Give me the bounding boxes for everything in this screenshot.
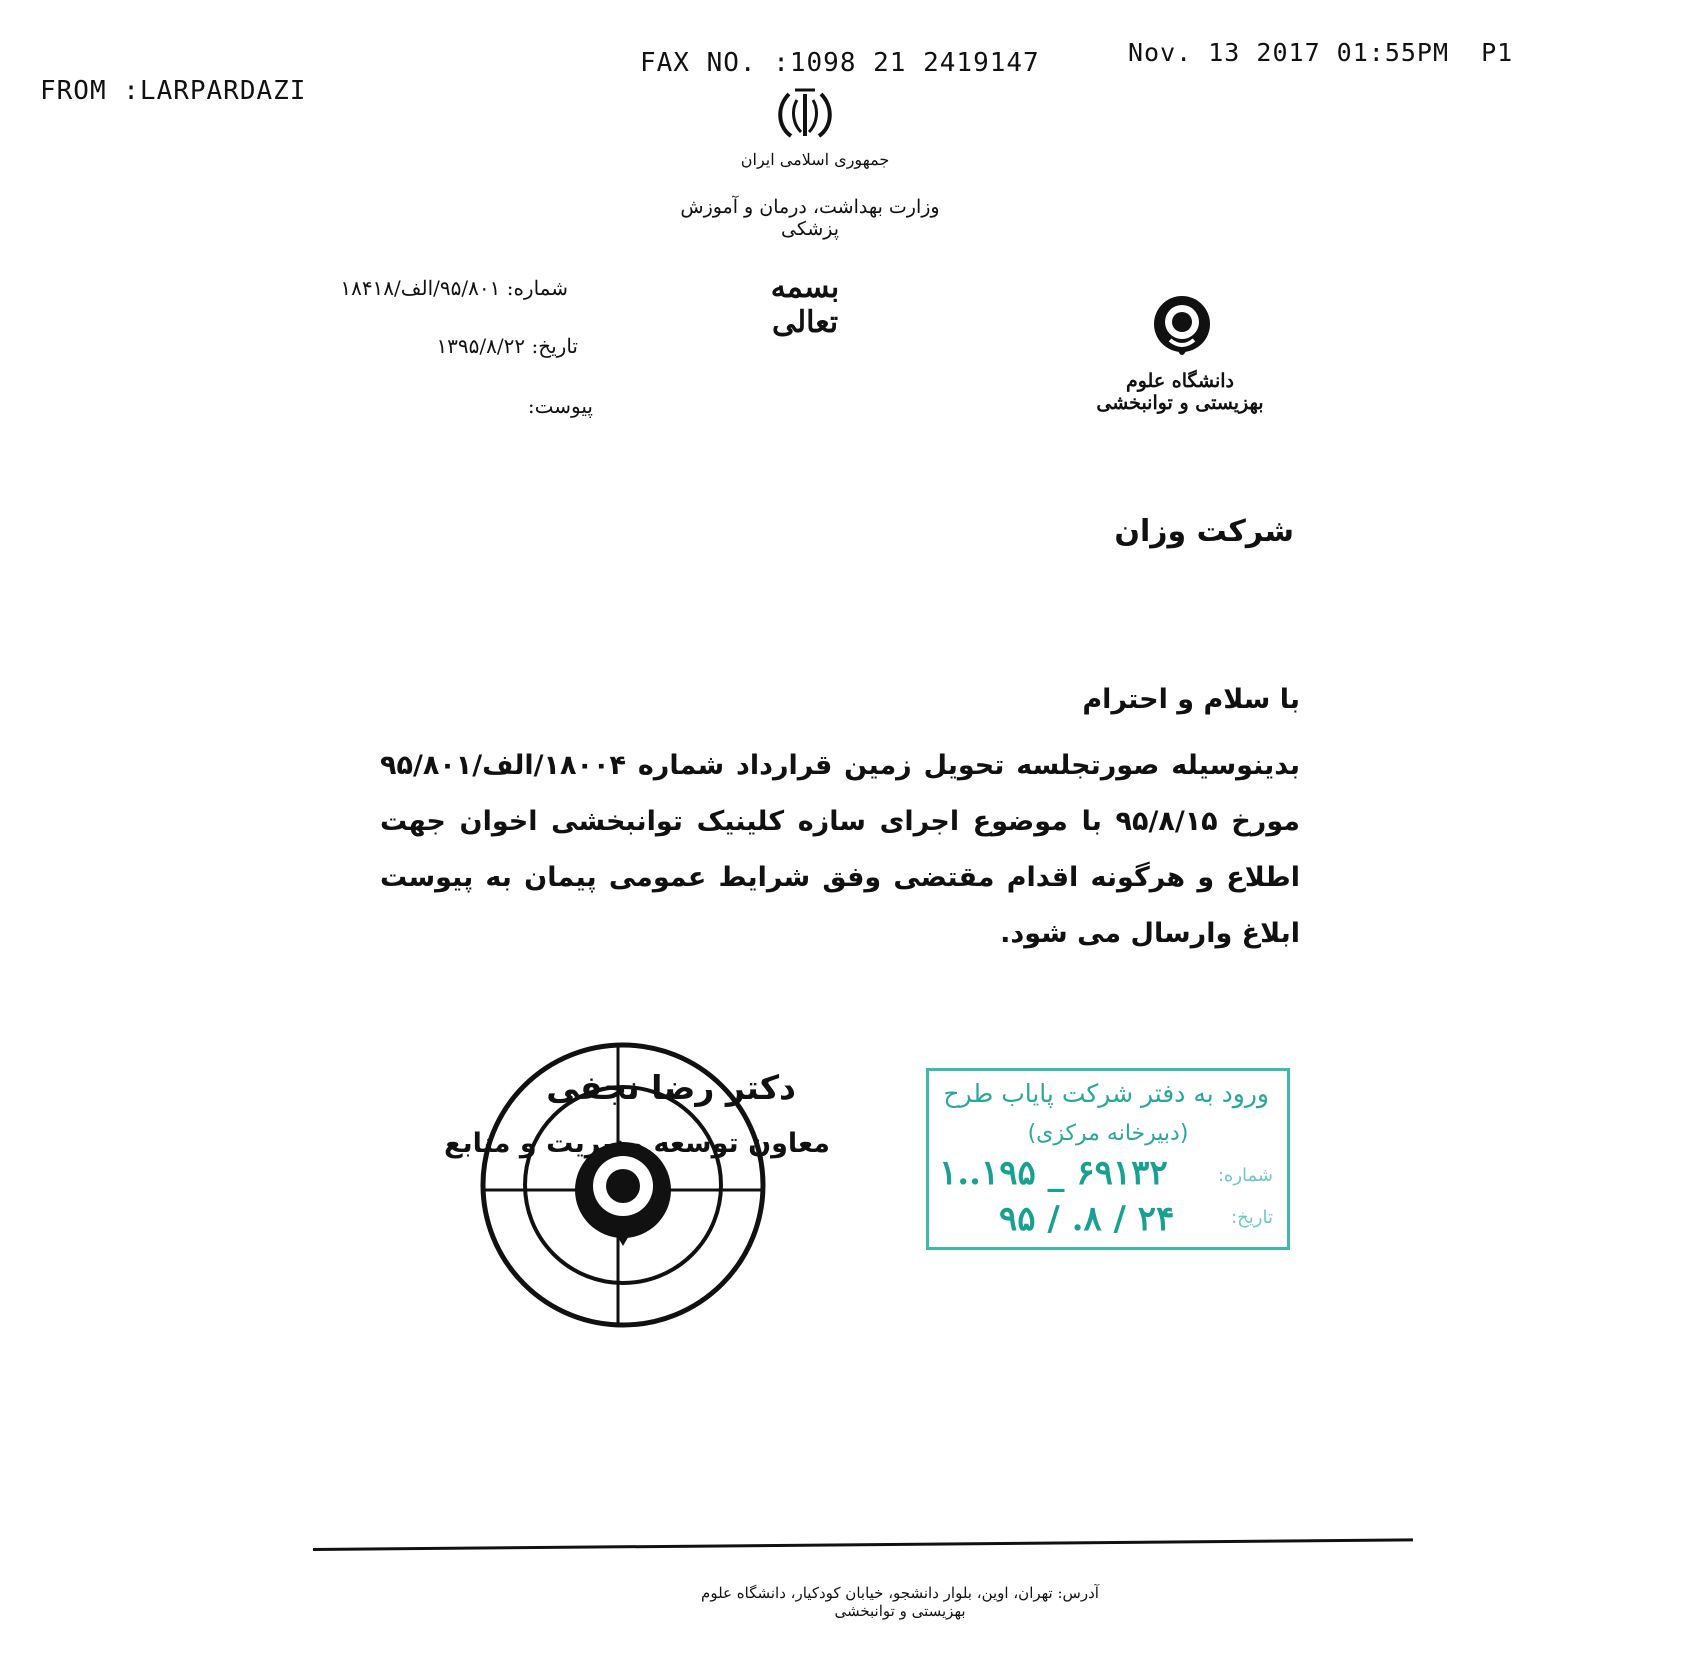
fax-number: FAX NO. :1098 21 2419147 [640,48,1040,78]
reference-date: تاریخ: ۱۳۹۵/۸/۲۲ [436,334,578,358]
signatory-name: دکتر رضا نجفی [546,1068,796,1107]
reference-attachment: پیوست: [527,394,593,418]
ministry-label: وزارت بهداشت، درمان و آموزش پزشکی [680,196,940,240]
reference-number: شماره: ۹۵/۸۰۱/الف/۱۸۴۱۸ [340,276,568,300]
bismillah-heading: بسمه تعالی [770,270,840,340]
iran-emblem-icon [775,88,835,142]
fax-from: FROM :LARPARDAZI [40,76,307,106]
fax-datetime: Nov. 13 2017 01:55PM P1 [1128,38,1514,67]
stamp-date-label: تاریخ: [1231,1207,1273,1228]
signatory-title: معاون توسعه مدیریت و منابع [444,1128,830,1159]
university-logo-icon [1132,294,1232,366]
stamp-date-value: ۹۵ / .۸ / ۲۴ [999,1199,1175,1239]
university-name: دانشگاه علوم بهزیستی و توانبخشی [1096,370,1264,414]
received-stamp [926,1068,1290,1250]
republic-label: جمهوری اسلامی ایران [740,150,890,169]
letter-body: بدینوسیله صورتجلسه تحویل زمین قرارداد شماره ۱۸۰۰۴/الف/۹۵/۸۰۱ مورخ ۹۵/۸/۱۵ با موضوع اجرای سازه کلینیک توانبخشی اخوان جهت اطلاع و هرگونه اقدام مقتضی وفق شرایط عمومی پیمان به پیوست ابلاغ وارسال می شود. [380,750,1300,949]
recipient: شرکت وزان [1114,514,1294,549]
stamp-number-label: شماره: [1217,1165,1273,1186]
footer-divider [313,1538,1413,1551]
stamp-title: ورود به دفتر شرکت پایاب طرح [943,1079,1269,1108]
stamp-number-value: ۱..۱۹۵ _ ۶۹۱۳۲ [939,1153,1168,1193]
stamp-subtitle: (دبیرخانه مرکزی) [1027,1121,1189,1146]
greeting: با سلام و احترام [1082,684,1300,715]
footer-address: آدرس: تهران، اوین، بلوار دانشجو، خیابان کودکیار، دانشگاه علوم بهزیستی و توانبخشی [701,1584,1099,1620]
